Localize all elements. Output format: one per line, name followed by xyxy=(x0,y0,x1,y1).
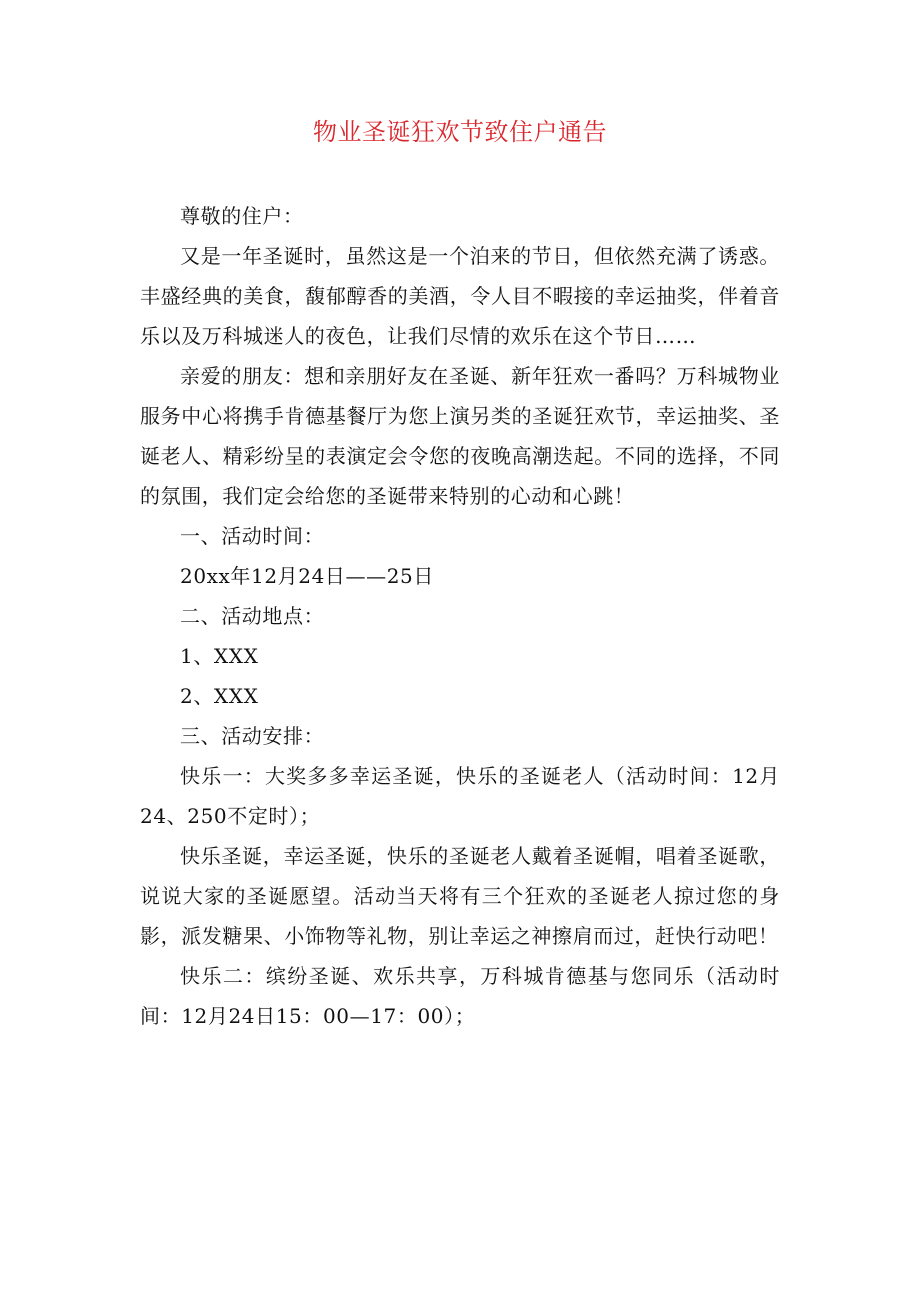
section-location-heading: 二、活动地点： xyxy=(180,604,325,628)
document-title: 物业圣诞狂欢节致住户通告 xyxy=(313,118,607,146)
location-item-1: 1、XXX xyxy=(180,644,259,668)
paragraph-invitation: 亲爱的朋友：想和亲朋好友在圣诞、新年狂欢一番吗？万科城物业服务中心将携手肯德基餐厅为您上演另类的圣诞狂欢节，幸运抽奖、圣诞老人、精彩纷呈的表演定会令您的夜晚高潮迭起。不同的选择，不同的氛围，我们定会给您的圣诞带来特别的心动和心跳！ xyxy=(140,364,780,508)
greeting: 尊敬的住户： xyxy=(180,204,304,228)
location-item-2: 2、XXX xyxy=(180,684,259,708)
section-schedule-heading: 三、活动安排： xyxy=(180,724,325,748)
activity-1-body: 快乐圣诞，幸运圣诞，快乐的圣诞老人戴着圣诞帽，唱着圣诞歌，说说大家的圣诞愿望。活动当天将有三个狂欢的圣诞老人掠过您的身影，派发糖果、小饰物等礼物，别让幸运之神擦肩而过，赶快行动吧！ xyxy=(140,844,780,948)
activity-1-heading: 快乐一：大奖多多幸运圣诞，快乐的圣诞老人（活动时间：12月24、250不定时）； xyxy=(140,764,780,828)
section-time-value: 20xx年12月24日——25日 xyxy=(180,564,434,588)
paragraph-intro: 又是一年圣诞时，虽然这是一个泊来的节日，但依然充满了诱惑。丰盛经典的美食，馥郁醇香的美酒，令人目不暇接的幸运抽奖，伴着音乐以及万科城迷人的夜色，让我们尽情的欢乐在这个节日…… xyxy=(140,244,780,348)
section-time-heading: 一、活动时间： xyxy=(180,524,325,548)
document-body xyxy=(140,196,780,1036)
activity-2-heading: 快乐二：缤纷圣诞、欢乐共享，万科城肯德基与您同乐（活动时间：12月24日15：00—17：00）； xyxy=(140,964,780,1028)
